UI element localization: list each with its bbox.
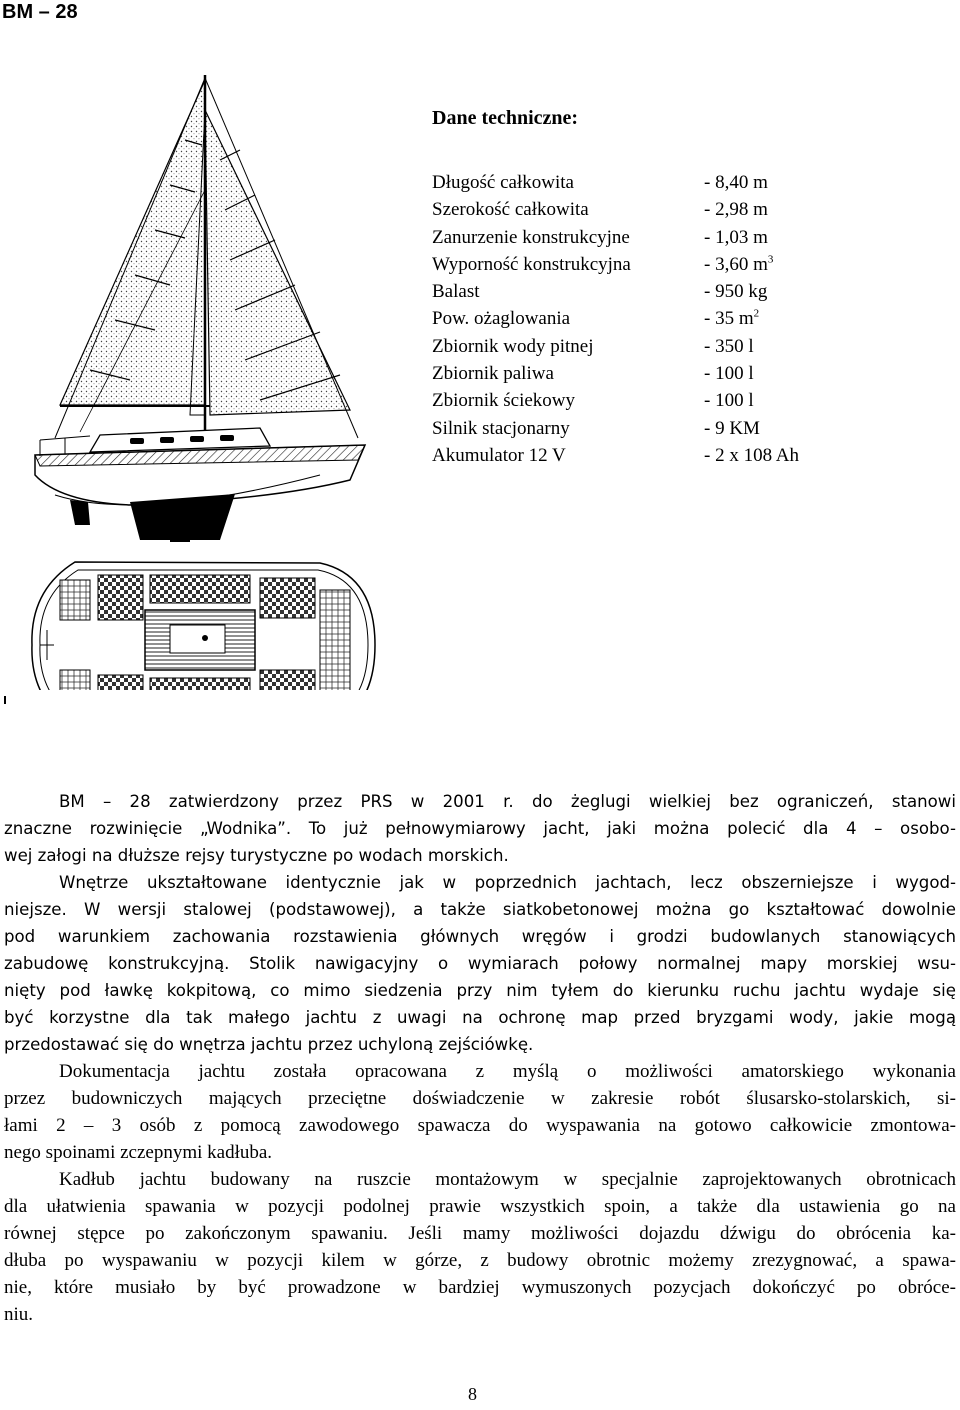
spec-value-text: - 35 m <box>704 308 754 330</box>
spec-value-exponent: 3 <box>767 253 774 266</box>
text-line: znaczne rozwinięcie „Wodnika”. To już pełnowymiarowy jacht, jaki można polecić dla 4 – osobo- <box>4 819 956 838</box>
spec-row <box>432 305 952 332</box>
spec-value <box>704 169 768 196</box>
hull <box>35 428 365 542</box>
text-line: dłuba po wyspawaniu w pozycji kilem w górze, z budowy obrotnic możemy zrezygnować, a spawa- <box>4 1250 956 1271</box>
text-line: Kadłub jachtu budowany na ruszcie montażowym w specjalnie zaprojektowanych obrotnicach <box>59 1169 956 1190</box>
spec-value <box>704 387 754 414</box>
spec-label: Akumulator 12 V <box>432 444 566 466</box>
paragraph-3 <box>4 1058 956 1166</box>
spec-row <box>432 251 952 278</box>
spec-row <box>432 387 952 414</box>
text-line: zabudowę konstrukcyjną. Stolik nawigacyjny o wymiarach połowy normalnej mapy morskiej wsu- <box>4 954 956 973</box>
spec-label: Zbiornik wody pitnej <box>432 335 594 357</box>
spec-value-text: - 9 KM <box>704 417 760 439</box>
technical-specs <box>432 105 952 469</box>
spec-row <box>432 169 952 196</box>
spec-row <box>432 333 952 360</box>
text-line: nego spoinami zczepnymi kadłuba. <box>4 1142 273 1163</box>
text-line: równej stępce po zakończonym spawaniu. Jeśli mamy możliwości dojazdu dźwigu do obrócenia ka- <box>4 1223 956 1244</box>
spec-value-text: - 950 kg <box>704 281 768 303</box>
spec-label: Zanurzenie konstrukcyjne <box>432 226 630 248</box>
text-line: przez budowniczych mających przeciętne doświadczenie w zakresie robót ślusarsko-stolarskich, si- <box>4 1088 956 1109</box>
paragraph-2 <box>4 869 956 1058</box>
spec-value <box>704 305 759 332</box>
text-line: niu. <box>4 1304 34 1325</box>
text-line: BM – 28 zatwierdzony przez PRS w 2001 r. do żeglugi wielkiej bez ograniczeń, stanowi <box>59 792 956 811</box>
spec-value <box>704 224 768 251</box>
deck-plan <box>32 562 375 690</box>
spec-value <box>704 251 773 278</box>
yacht-drawing <box>20 70 380 690</box>
spec-value-text: - 350 l <box>704 335 754 357</box>
spec-value-exponent: 2 <box>753 308 760 321</box>
spec-label: Silnik stacjonarny <box>432 417 570 439</box>
spec-label: Zbiornik ściekowy <box>432 390 576 412</box>
spec-row <box>432 196 952 223</box>
text-line: niejsze. W wersji stalowej (podstawowej), a także siatkobetonowej można go kształtować dowolnie <box>4 900 956 919</box>
paragraph-4 <box>4 1166 956 1328</box>
body-text <box>4 788 956 1328</box>
spec-label: Pow. ożaglowania <box>432 308 571 330</box>
spec-value <box>704 360 754 387</box>
spec-value <box>704 278 767 305</box>
spec-value-text: - 2,98 m <box>704 199 768 221</box>
spec-label: Szerokość całkowita <box>432 199 589 221</box>
spec-label: Długość całkowita <box>432 172 574 193</box>
page-number: 8 <box>468 1384 477 1404</box>
spec-label: Balast <box>432 281 480 303</box>
mainsail <box>60 80 205 405</box>
text-line: nięty pod ławkę kokpitową, co mimo siedzenia przy nim tyłem do kierunku ruchu jachtu wydaje się <box>4 981 956 1000</box>
paragraph-1 <box>4 788 956 869</box>
spec-label: Wyporność konstrukcyjna <box>432 253 631 275</box>
spec-row <box>432 360 952 387</box>
spec-value-text: - 3,60 m <box>704 253 768 275</box>
text-line: wej załogi na dłuższe rejsy turystyczne po wodach morskich. <box>4 846 509 865</box>
text-line: łami 2 – 3 osób z pomocą zawodowego spawacza do wyspawania na gotowo całkowicie zmontowa- <box>4 1115 956 1136</box>
specs-heading: Dane techniczne: <box>432 107 579 129</box>
spec-value <box>704 415 760 442</box>
spec-label: Zbiornik paliwa <box>432 363 554 385</box>
text-line: dla ułatwienia spawania w pozycji podolnej prawie wszystkich spoin, a także dla ustawienia go na <box>4 1196 956 1217</box>
spec-value <box>704 333 754 360</box>
spec-value <box>704 442 799 469</box>
spec-value-text: - 100 l <box>704 363 754 385</box>
spec-value-text: - 1,03 m <box>704 226 768 248</box>
spec-row <box>432 442 952 469</box>
spec-row <box>432 278 952 305</box>
spec-row <box>432 224 952 251</box>
text-line: nie, które musiało by być prowadzone w bardziej wymuszonych pozycjach dokończyć po obróce- <box>4 1277 956 1298</box>
spec-row <box>432 415 952 442</box>
text-line: Wnętrze ukształtowane identycznie jak w poprzednich jachtach, lecz obszerniejsze i wygod- <box>59 873 956 892</box>
spec-value-text: - 2 x 108 Ah <box>704 444 799 466</box>
spec-value-text: - 100 l <box>704 390 754 412</box>
jib-sail <box>190 110 350 415</box>
stray-mark <box>4 696 6 704</box>
text-line: być korzystne dla tak małego jachtu z uwagi na ochronę map przed bryzgami wody, jakie mogą <box>4 1008 956 1027</box>
spec-value-text: - 8,40 m <box>704 172 768 193</box>
text-line: pod warunkiem zachowania rozstawienia głównych wręgów i grodzi budowlanych stanowiących <box>4 927 956 946</box>
spec-value <box>704 196 768 223</box>
text-line: przedostawać się do wnętrza jachtu przez uchyloną zejściówkę. <box>4 1035 534 1054</box>
document-title: BM – 28 <box>2 1 78 23</box>
text-line: Dokumentacja jachtu została opracowana z myślą o możliwości amatorskiego wykonania <box>59 1061 956 1082</box>
